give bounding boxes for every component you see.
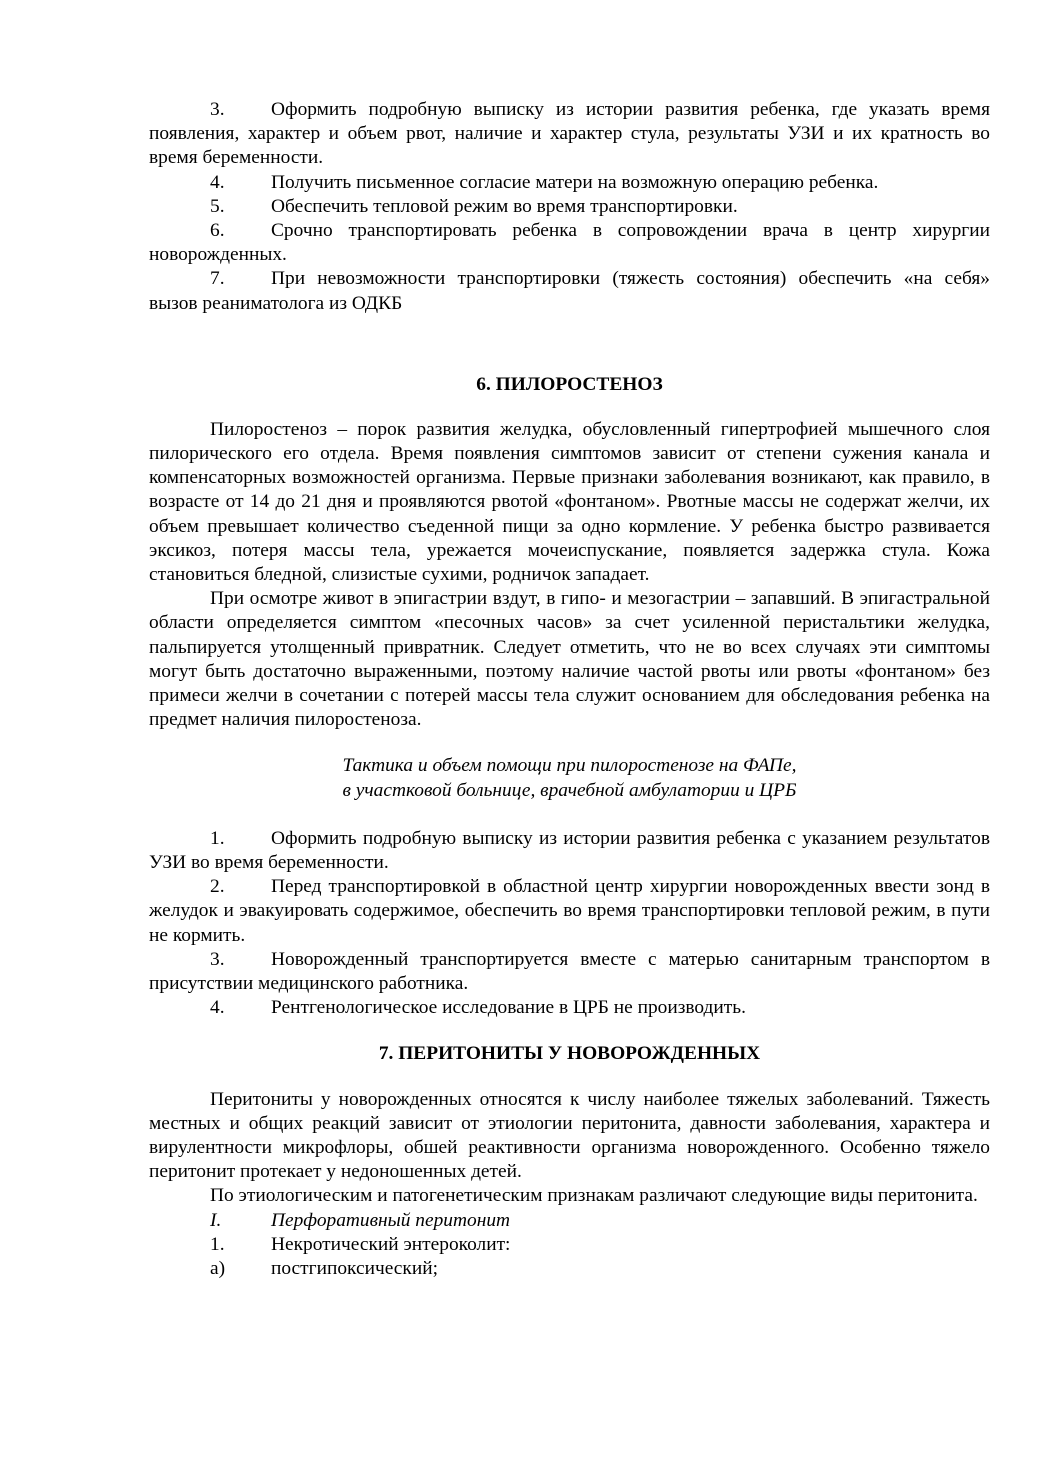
list-item	[149, 219, 990, 267]
list-item	[149, 1257, 990, 1281]
list-text: Оформить подробную выписку из истории развития ребенка с указанием результатов УЗИ во время беременности.	[149, 827, 990, 874]
list-text: При невозможности транспортировки (тяжесть состояния) обеспечить «на себя» вызов реаниматолога из ОДКБ	[149, 268, 990, 314]
list-item	[149, 1233, 990, 1257]
list-number: 1.	[210, 827, 225, 849]
tactic-heading	[149, 754, 990, 802]
list-number: 5.	[210, 195, 225, 217]
paragraph: Пилоростеноз – порок развития желудка, обусловленный гипертрофией мышечного слоя пилорического его отдела. Время появления симптомов зависит от степени сужения канала и компенсаторных возможностей организма. Первые признаки заболевания возникают, как правило, в возрасте от 14 до 21 дня и проявляются рвотой «фонтаном». Рвотные массы не содержат желчи, их объем превышает количество съеденной пищи за одно кормление. У ребенка быстро развивается эксикоз, потеря массы тела, урежается мочеиспускание, появляется задержка стула. Кожа становиться бледной, слизистые сухими, родничок западает.	[149, 418, 990, 586]
list-item	[149, 827, 990, 875]
list-number: 4.	[210, 171, 225, 193]
paragraph: По этиологическим и патогенетическим признакам различают следующие виды перитонита.	[210, 1185, 978, 1207]
list-text: постгипоксический;	[271, 1257, 438, 1279]
section-title-pylorostenosis: 6. ПИЛОРОСТЕНОЗ	[476, 373, 663, 395]
list-text: Перед транспортировкой в областной центр хирургии новорожденных ввести зонд в желудок и эвакуировать содержимое, обеспечить во время транспортировки тепловой режим, в пути не кормить.	[149, 876, 990, 946]
subsection-heading	[149, 1209, 990, 1233]
list-number: 3.	[210, 99, 225, 120]
list-text: Срочно транспортировать ребенка в сопровождении врача в центр хирургии новорожденных.	[149, 220, 990, 266]
list-item	[149, 948, 990, 996]
list-item	[149, 195, 990, 219]
list-item	[149, 98, 990, 171]
subsection-number: I.	[210, 1209, 222, 1231]
list-item	[149, 996, 990, 1020]
list-text: Некротический энтероколит:	[271, 1233, 511, 1255]
list-number: 4.	[210, 997, 225, 1019]
list-item	[149, 171, 990, 195]
list-text: Получить письменное согласие матери на возможную операцию ребенка.	[271, 171, 879, 193]
list-item	[149, 267, 990, 315]
paragraph: Перитониты у новорожденных относятся к числу наиболее тяжелых заболеваний. Тяжесть местных и общих реакций зависит от этиологии перитонита, давности заболевания, характера и вирулентности микрофлоры, обшей реактивности организма новорожденного. Особенно тяжело перитонит протекает у недоношенных детей.	[149, 1088, 990, 1183]
list-text: Рентгенологическое исследование в ЦРБ не производить.	[271, 997, 746, 1019]
list-number: 7.	[210, 268, 225, 290]
list-number: 2.	[210, 876, 225, 898]
list-text: Новорожденный транспортируется вместе с матерью санитарным транспортом в присутствии медицинского работника.	[149, 948, 990, 995]
tactic-line: в участковой больнице, врачебной амбулатории и ЦРБ	[342, 779, 797, 801]
section-title-peritonitis: 7. ПЕРИТОНИТЫ У НОВОРОЖДЕННЫХ	[378, 1042, 761, 1064]
list-number: 1.	[210, 1233, 225, 1255]
paragraph: При осмотре живот в эпигастрии вздут, в гипо- и мезогастрии – запавший. В эпигастральной области определяется симптом «песочных часов» за счет усиленной перистальтики желудка, пальпируется утолщенный привратник. Следует отметить, что не во всех случаях эти симптомы могут быть достаточно выраженными, поэтому наличие частой рвоты или рвоты «фонтаном» без примеси желчи в сочетании с потерей массы тела служит основанием для обследования ребенка на предмет наличия пилоростеноза.	[149, 588, 990, 731]
list-number: 6.	[210, 220, 225, 242]
list-text: Обеспечить тепловой режим во время транспортировки.	[271, 195, 738, 217]
list-letter: а)	[210, 1257, 226, 1279]
list-number: 3.	[210, 948, 225, 970]
list-item	[149, 875, 990, 948]
subsection-title: Перфоративный перитонит	[271, 1209, 511, 1231]
tactic-line: Тактика и объем помощи при пилоростенозе на ФАПе,	[342, 755, 797, 777]
list-text: Оформить подробную выписку из истории развития ребенка, где указать время появления, характер и объем рвот, наличие и характер стула, результаты УЗИ и их кратность во время беременности.	[149, 99, 990, 169]
